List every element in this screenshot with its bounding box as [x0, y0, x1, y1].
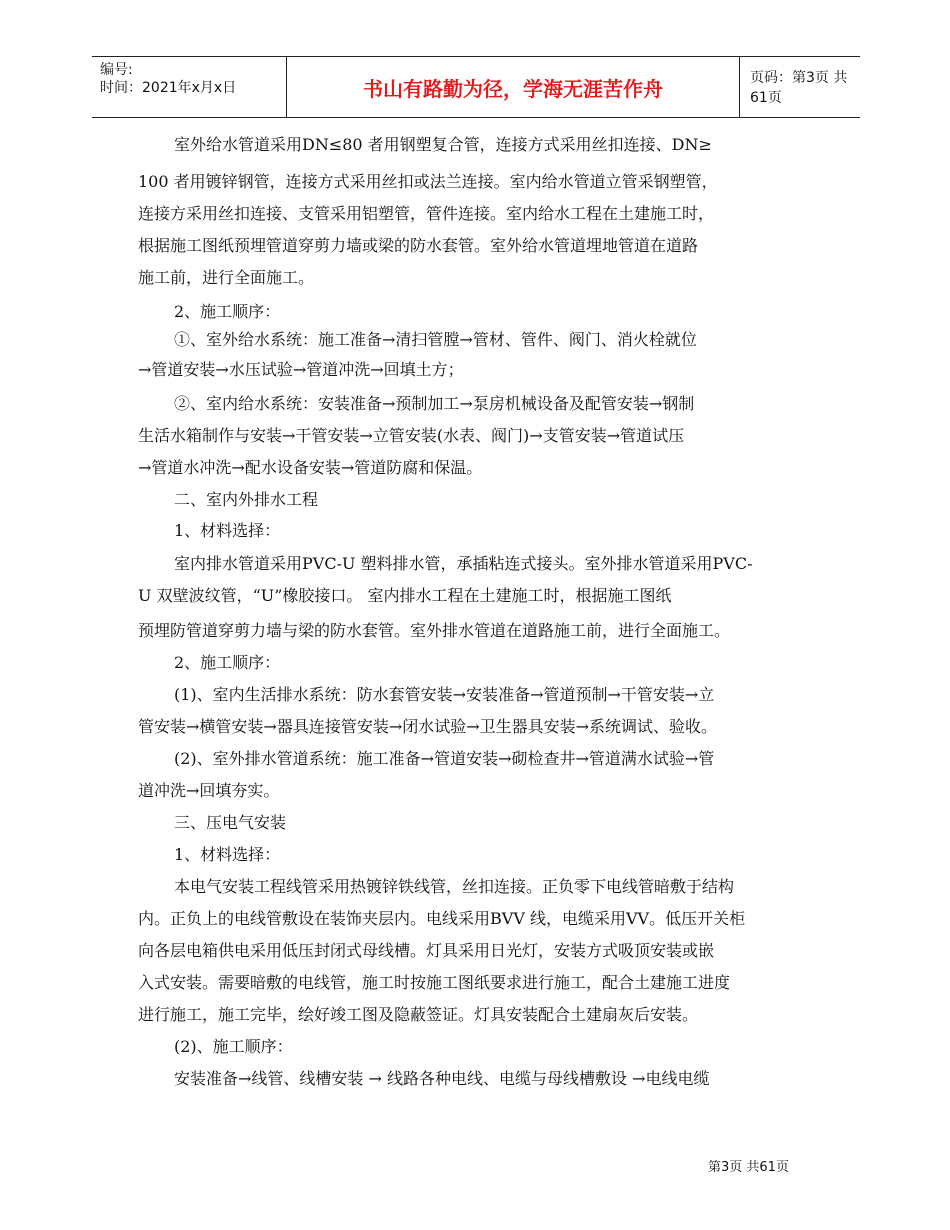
- body-line: 施工前，进行全面施工。: [138, 268, 315, 287]
- header-motto: 书山有路勤为径，学海无涯苦作舟: [286, 57, 740, 117]
- header-page-number: 页码：第3页 共61页: [750, 70, 848, 106]
- page-footer: 第3页 共61页: [708, 1160, 789, 1175]
- section-heading: 1、材料选择：: [174, 845, 281, 864]
- body-line: 向各层电箱供电采用低压封闭式母线槽。灯具采用日光灯，安装方式吸顶安装或嵌: [138, 941, 715, 960]
- section-heading: 2、施工顺序：: [174, 302, 281, 321]
- body-line: 100 者用镀锌钢管，连接方式采用丝扣或法兰连接。室内给水管道立管采钢塑管，: [138, 172, 718, 191]
- body-line: 管安装→横管安装→器具连接管安装→闭水试验→卫生器具安装→系统调试、验收。: [138, 717, 718, 736]
- body-line: 内。正负上的电线管敷设在装饰夹层内。电线采用BVV 线，电缆采用VV。低压开关柜: [138, 909, 746, 928]
- body-line: 根据施工图纸预埋管道穿剪力墙或梁的防水套管。室外给水管道埋地管道在道路: [138, 236, 699, 255]
- page-header: [92, 56, 860, 118]
- body-line: (1)、室内生活排水系统：防水套管安装→安装准备→管道预制→干管安装→立: [174, 685, 715, 704]
- body-line: 进行施工，施工完毕，绘好竣工图及隐蔽签证。灯具安装配合土建扇灰后安装。: [138, 1005, 699, 1024]
- section-heading: 2、施工顺序：: [174, 653, 281, 672]
- body-line: 道冲洗→回填夯实。: [138, 781, 280, 800]
- header-meta: [92, 57, 286, 117]
- time-label: 时间：2021年x月x日: [100, 80, 237, 96]
- body-line: ①、室外给水系统：施工准备→清扫管膛→管材、管件、阀门、消火栓就位: [174, 330, 697, 349]
- body-line: ②、室内给水系统：安装准备→预制加工→泵房机械设备及配管安装→钢制: [174, 394, 695, 413]
- body-line: 预埋防管道穿剪力墙与梁的防水套管。室外排水管道在道路施工前，进行全面施工。: [138, 621, 731, 640]
- body-line: 室内排水管道采用PVC-U 塑料排水管，承插粘连式接头。室外排水管道采用PVC-: [174, 554, 753, 573]
- body-line: 连接方采用丝扣连接、支管采用铝塑管，管件连接。室内给水工程在土建施工时，: [138, 204, 715, 223]
- section-heading: 1、材料选择：: [174, 521, 281, 540]
- body-line: →管道水冲洗→配水设备安装→管道防腐和保温。: [138, 458, 483, 477]
- body-line: →管道安装→水压试验→管道冲洗→回填土方；: [138, 360, 464, 379]
- number-label: 编号:: [100, 62, 133, 78]
- body-line: 生活水箱制作与安装→干管安装→立管安装(水表、阀门)→支管安装→管道试压: [138, 426, 685, 445]
- body-line: (2)、室外排水管道系统：施工准备→管道安装→砌检查井→管道满水试验→管: [174, 749, 715, 768]
- body-line: 入式安装。需要暗敷的电线管，施工时按施工图纸要求进行施工，配合土建施工进度: [138, 973, 731, 992]
- body-line: U 双壁波纹管，“U”橡胶接口。 室内排水工程在土建施工时，根据施工图纸: [138, 586, 672, 605]
- section-heading: (2)、施工顺序：: [174, 1037, 293, 1056]
- body-line: 本电气安装工程线管采用热镀锌铁线管，丝扣连接。正负零下电线管暗敷于结构: [174, 877, 735, 896]
- body-line: 室外给水管道采用DN≤80 者用钢塑复合管，连接方式采用丝扣连接、DN≥: [174, 135, 712, 154]
- section-heading: 三、压电气安装: [174, 813, 287, 832]
- body-line: 安装准备→线管、线槽安装 → 线路各种电线、电缆与母线槽敷设 →电线电缆: [174, 1069, 710, 1088]
- section-heading: 二、室内外排水工程: [174, 490, 319, 509]
